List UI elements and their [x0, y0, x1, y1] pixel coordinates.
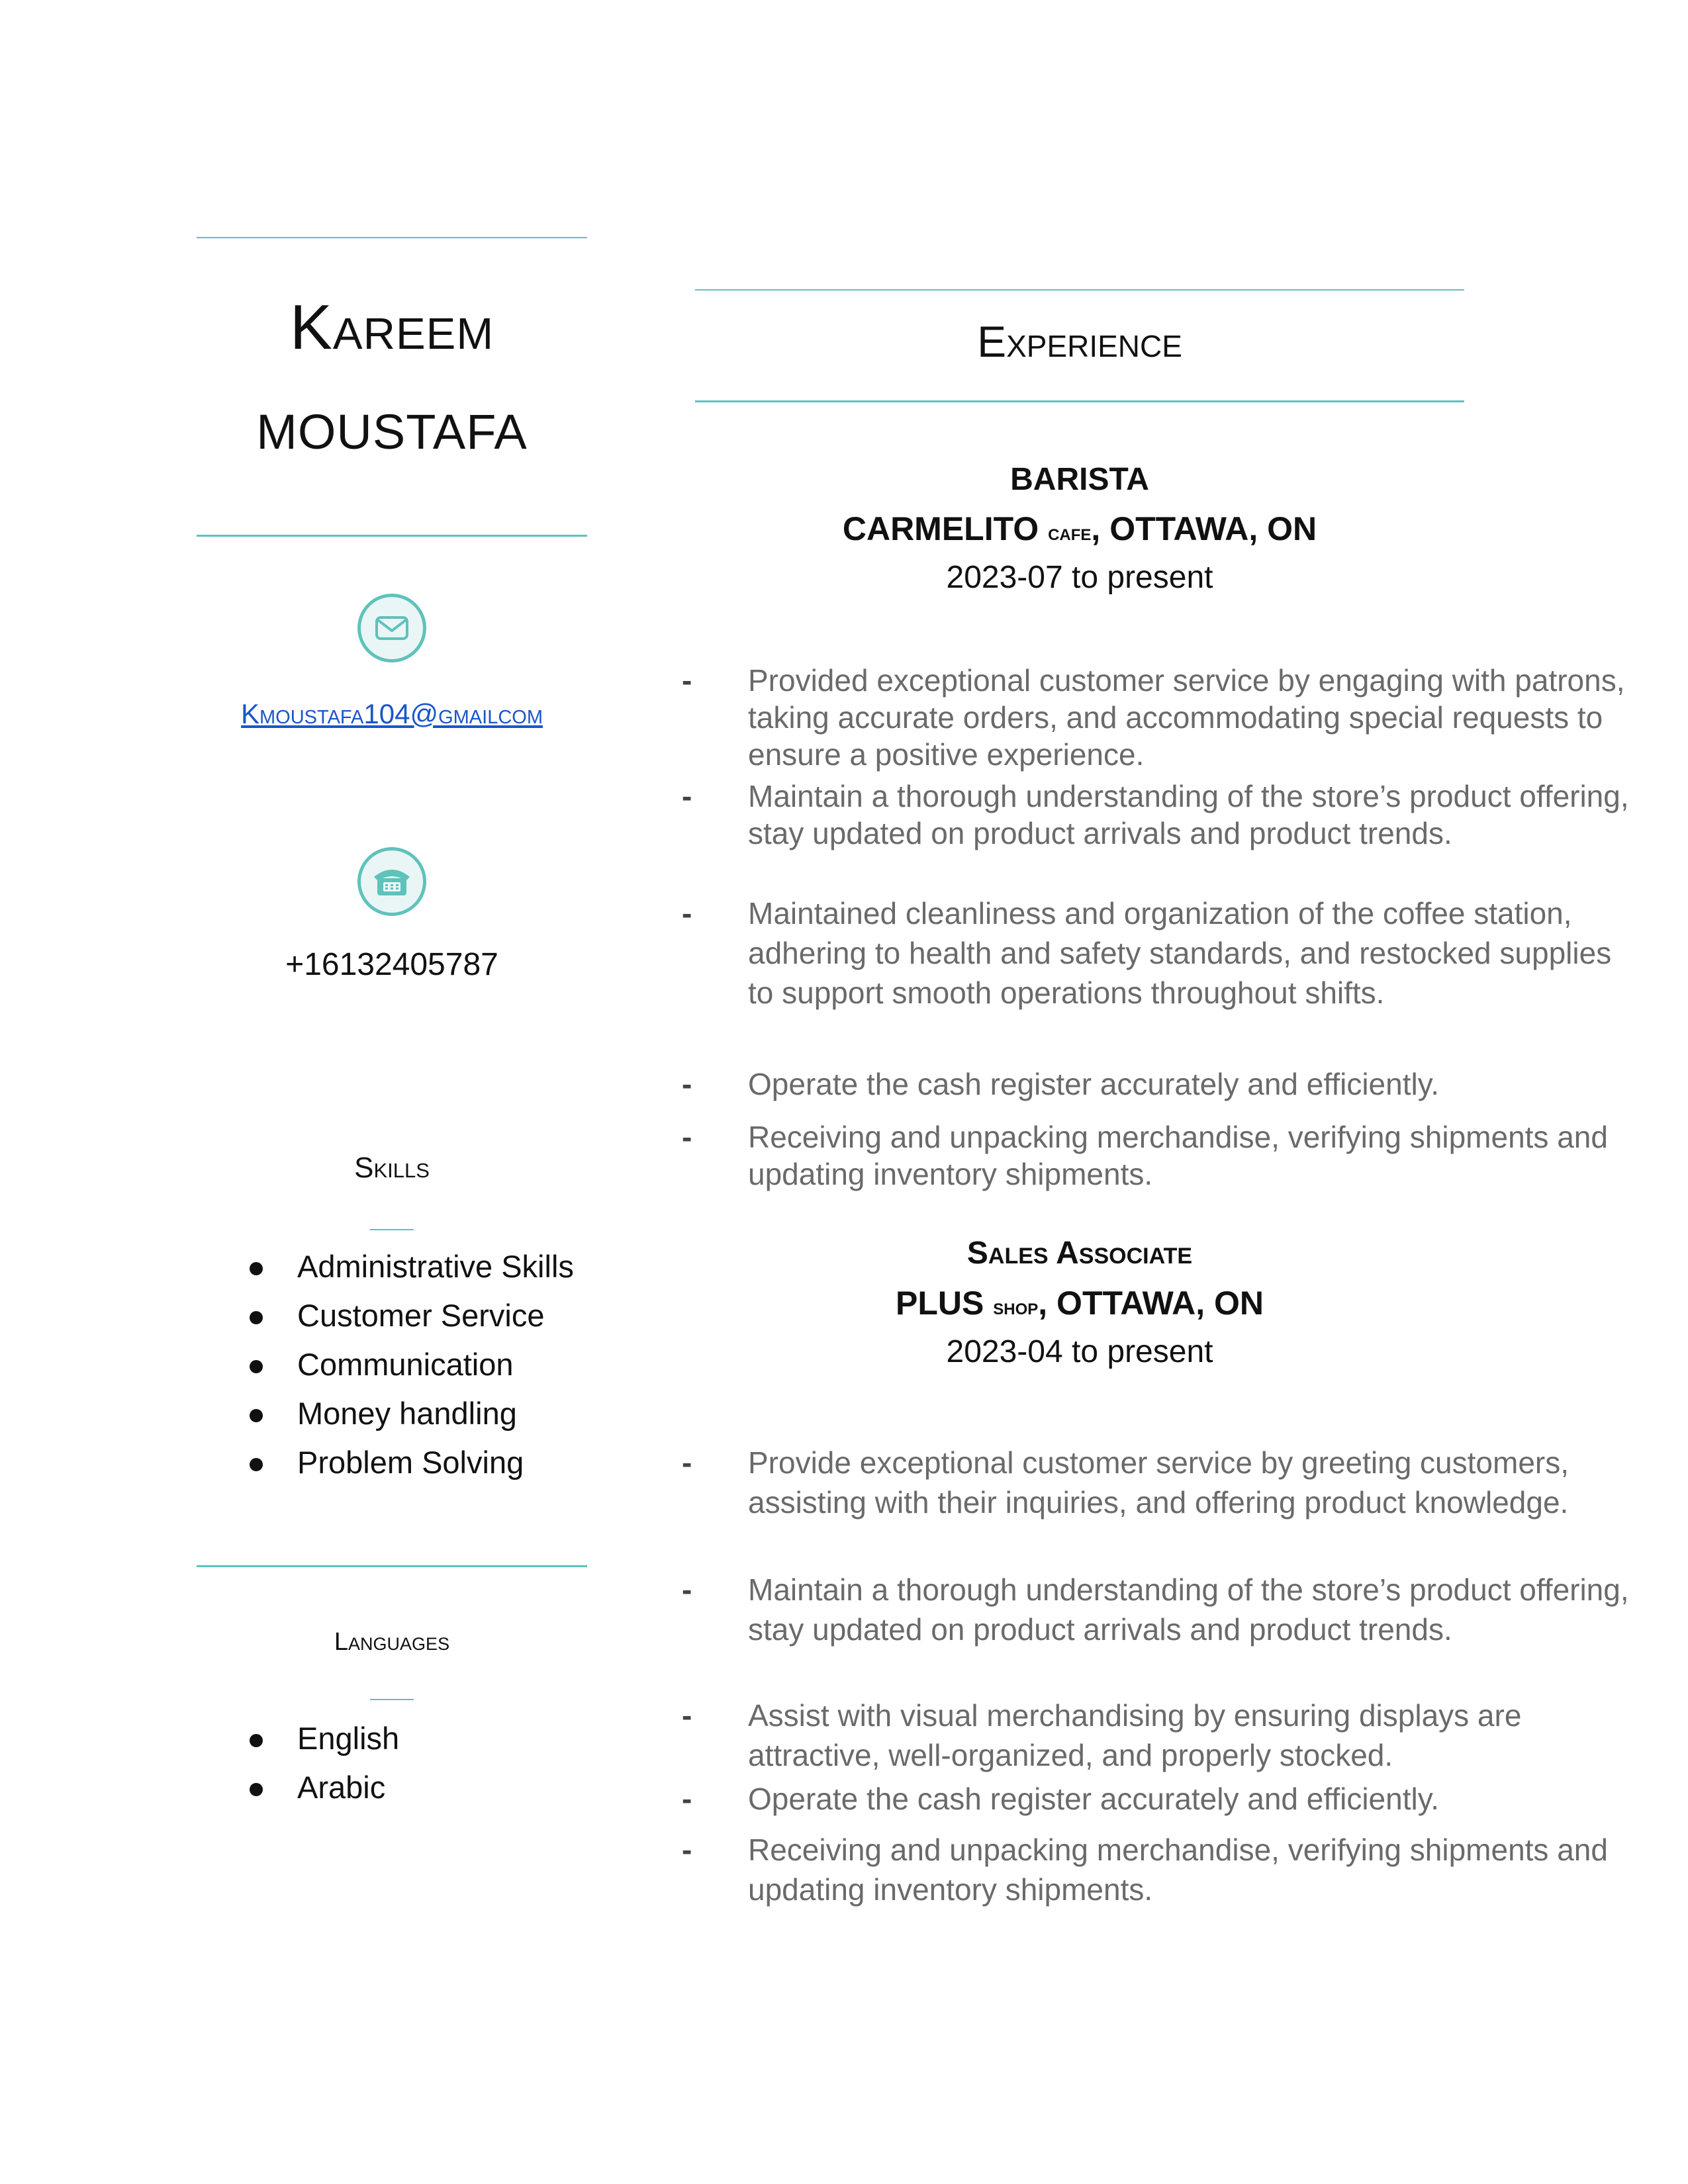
experience-bottom-rule	[695, 400, 1464, 402]
languages-heading-rule	[370, 1699, 414, 1700]
experience-heading: Experience	[977, 317, 1182, 366]
job-company: PLUS shop, OTTAWA, ON	[895, 1285, 1264, 1322]
job-title: Sales Associate	[966, 1236, 1193, 1271]
list-item: English	[250, 1714, 399, 1763]
bullet-icon	[250, 1409, 263, 1422]
telephone-icon	[357, 847, 426, 916]
last-name: MOUSTAFA	[256, 404, 528, 459]
skills-divider	[197, 1565, 587, 1567]
list-item: Money handling	[250, 1389, 574, 1438]
skills-heading: Skills	[354, 1152, 430, 1184]
job-dates: 2023-07 to present	[946, 560, 1213, 595]
skills-list	[250, 1242, 574, 1487]
bullet-icon	[250, 1360, 263, 1373]
languages-list	[250, 1714, 399, 1812]
name-divider	[197, 535, 587, 537]
bullet-icon	[250, 1262, 263, 1275]
list-item: Administrative Skills	[250, 1242, 574, 1291]
job-company: CARMELITO cafe, OTTAWA, ON	[842, 510, 1317, 547]
list-item: Problem Solving	[250, 1438, 574, 1487]
list-item: Customer Service	[250, 1291, 574, 1340]
job-dates: 2023-04 to present	[946, 1334, 1213, 1369]
phone-number: +16132405787	[285, 947, 498, 982]
list-item: Arabic	[250, 1763, 399, 1812]
bullet-icon	[250, 1734, 263, 1747]
email-link[interactable]: Kmoustafa104@gmailcom	[241, 698, 543, 729]
job-title: BARISTA	[1010, 462, 1149, 497]
envelope-icon	[357, 594, 426, 662]
left-top-rule	[197, 237, 587, 238]
bullet-icon	[250, 1311, 263, 1324]
first-name: Kareem	[289, 292, 494, 363]
experience-top-rule	[695, 289, 1464, 291]
skills-heading-rule	[370, 1229, 414, 1230]
bullet-icon	[250, 1458, 263, 1471]
list-item: Communication	[250, 1340, 574, 1389]
bullet-icon	[250, 1783, 263, 1796]
languages-heading: Languages	[334, 1628, 450, 1656]
